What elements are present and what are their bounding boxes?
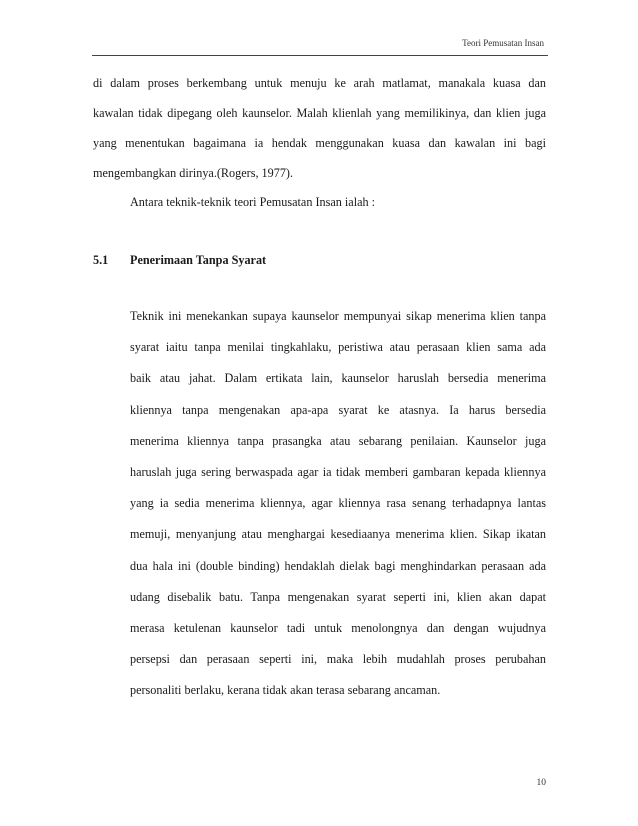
paragraph-line: yang menentukan bagaimana ia hendak menggunakan kuasa dan kawalan ini bagi (93, 136, 546, 150)
body-line: persepsi dan perasaan seperti ini, maka lebih mudahlah proses perubahan (130, 652, 546, 667)
body-line: merasa ketulenan kaunselor tadi untuk menolongnya dan dengan wujudnya (130, 620, 546, 635)
body-line: haruslah juga sering berwaspada agar ia tidak memberi gambaran kepada kliennya (130, 464, 546, 479)
body-line: menerima kliennya tanpa prasangka atau sebarang penilaian. Kaunselor juga (130, 433, 546, 448)
body-line: udang disebalik batu. Tanpa mengenakan syarat seperti ini, klien akan dapat (130, 589, 546, 604)
paragraph-line: di dalam proses berkembang untuk menuju ke arah matlamat, manakala kuasa dan (93, 76, 546, 90)
body-line: memuji, menyanjung atau menghargai kesediaanya menerima klien. Sikap ikatan (130, 527, 546, 542)
section-number: 5.1 (93, 253, 109, 267)
body-line: kliennya tanpa mengenakan apa-apa syarat ke atasnya. Ia harus bersedia (130, 402, 546, 417)
running-header-title: Teori Pemusatan Insan (462, 38, 544, 48)
paragraph-continuation (93, 68, 546, 188)
page-number: 10 (536, 778, 546, 788)
body-line: Teknik ini menekankan supaya kaunselor mempunyai sikap menerima klien tanpa (130, 309, 546, 323)
intro-sentence: Antara teknik-teknik teori Pemusatan Insan ialah : (130, 195, 376, 209)
body-line: dua hala ini (double binding) hendaklah dielak bagi menghindarkan perasaan ada (130, 558, 546, 573)
body-line: yang ia sedia menerima kliennya, agar kliennya rasa senang terhadapnya lantas (130, 496, 546, 511)
paragraph-line: mengembangkan dirinya.(Rogers, 1977). (93, 166, 294, 180)
section-heading (93, 245, 266, 275)
body-line: personaliti berlaku, kerana tidak akan terasa sebarang ancaman. (130, 683, 441, 698)
paragraph-line: kawalan tidak dipegang oleh kaunselor. Malah klienlah yang memilikinya, dan klien juga (93, 106, 546, 120)
body-line: baik atau jahat. Dalam ertikata lain, kaunselor haruslah bersedia menerima (130, 371, 546, 386)
section-title: Penerimaan Tanpa Syarat (130, 253, 267, 267)
header-divider (92, 55, 548, 56)
body-line: syarat iaitu tanpa menilai tingkahlaku, peristiwa atau perasaan klien sama ada (130, 340, 546, 355)
section-body (130, 301, 546, 706)
